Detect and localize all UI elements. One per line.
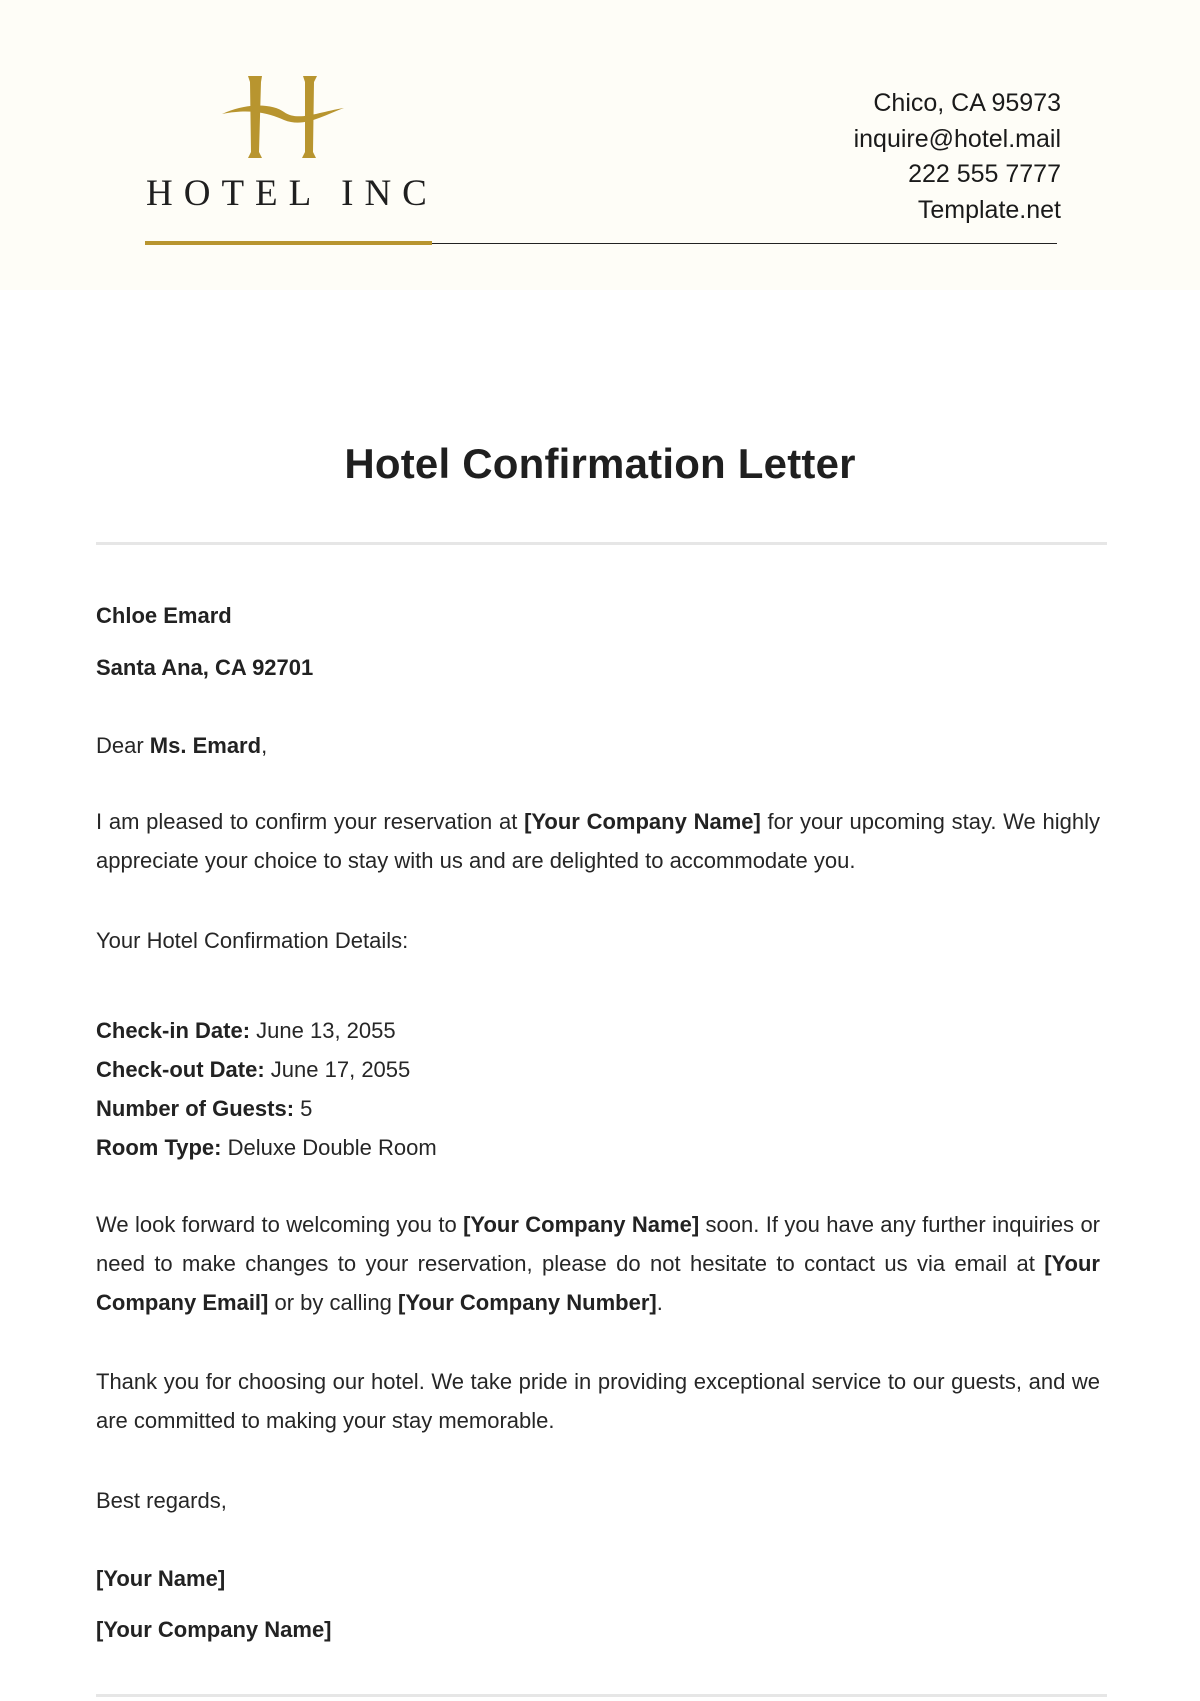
header-accent-rule bbox=[145, 241, 432, 245]
intro-company: [Your Company Name] bbox=[524, 809, 761, 834]
detail-label: Room Type: bbox=[96, 1135, 222, 1160]
salutation bbox=[96, 733, 267, 759]
hotel-logo-icon bbox=[218, 72, 348, 162]
detail-check-in bbox=[96, 1018, 396, 1044]
detail-label: Check-out Date: bbox=[96, 1057, 265, 1082]
recipient-name: Chloe Emard bbox=[96, 603, 232, 628]
footer-divider bbox=[96, 1694, 1107, 1697]
page-title: Hotel Confirmation Letter bbox=[344, 440, 856, 487]
header-rule bbox=[432, 243, 1057, 244]
followup-text-1: We look forward to welcoming you to bbox=[96, 1212, 464, 1237]
details-heading: Your Hotel Confirmation Details: bbox=[96, 928, 409, 953]
logo-wordmark: HOTEL INC bbox=[146, 173, 438, 214]
intro-text-1: I am pleased to confirm your reservation at bbox=[96, 809, 525, 834]
followup-text-3: or by calling bbox=[268, 1290, 398, 1315]
detail-label: Check-in Date: bbox=[96, 1018, 251, 1043]
contact-website[interactable]: Template.net bbox=[917, 195, 1061, 224]
closing: Best regards, bbox=[96, 1488, 227, 1513]
thanks-paragraph: Thank you for choosing our hotel. We take pride in providing exceptional service to our guests, and we are committed to making your stay memorable. bbox=[96, 1369, 1100, 1433]
detail-check-out bbox=[96, 1057, 410, 1083]
detail-value: June 13, 2055 bbox=[250, 1018, 396, 1043]
detail-room-type bbox=[96, 1135, 437, 1161]
detail-value: June 17, 2055 bbox=[264, 1057, 411, 1082]
followup-paragraph bbox=[96, 1205, 1100, 1322]
followup-text-4: . bbox=[656, 1290, 663, 1315]
detail-value: 5 bbox=[294, 1096, 313, 1121]
salutation-name: Ms. Emard bbox=[149, 733, 262, 758]
followup-company: [Your Company Name] bbox=[463, 1212, 700, 1237]
intro-text-2: for your upcoming stay. We highly appreciate your choice to stay with us and are delighted to accommodate you. bbox=[96, 809, 1101, 873]
recipient-address: Santa Ana, CA 92701 bbox=[96, 655, 314, 680]
detail-label: Number of Guests: bbox=[96, 1096, 295, 1121]
signature-company: [Your Company Name] bbox=[96, 1617, 332, 1642]
contact-email[interactable]: inquire@hotel.mail bbox=[853, 124, 1061, 153]
salutation-suffix: , bbox=[261, 733, 268, 758]
contact-block bbox=[854, 86, 1061, 228]
title-divider bbox=[96, 542, 1107, 545]
salutation-prefix: Dear bbox=[96, 733, 150, 758]
followup-email: [Your Company Email] bbox=[96, 1251, 1100, 1315]
letterhead bbox=[0, 0, 1200, 290]
contact-address: Chico, CA 95973 bbox=[873, 89, 1061, 117]
intro-paragraph bbox=[96, 802, 1100, 880]
contact-phone[interactable]: 222 555 7777 bbox=[908, 160, 1061, 188]
followup-number: [Your Company Number] bbox=[398, 1290, 657, 1315]
detail-guests bbox=[96, 1096, 312, 1122]
detail-value: Deluxe Double Room bbox=[221, 1135, 437, 1160]
signature-name: [Your Name] bbox=[96, 1566, 226, 1591]
followup-text-2: soon. If you have any further inquiries or need to make changes to your reservation, please do not hesitate to contact us via email at bbox=[96, 1212, 1101, 1276]
